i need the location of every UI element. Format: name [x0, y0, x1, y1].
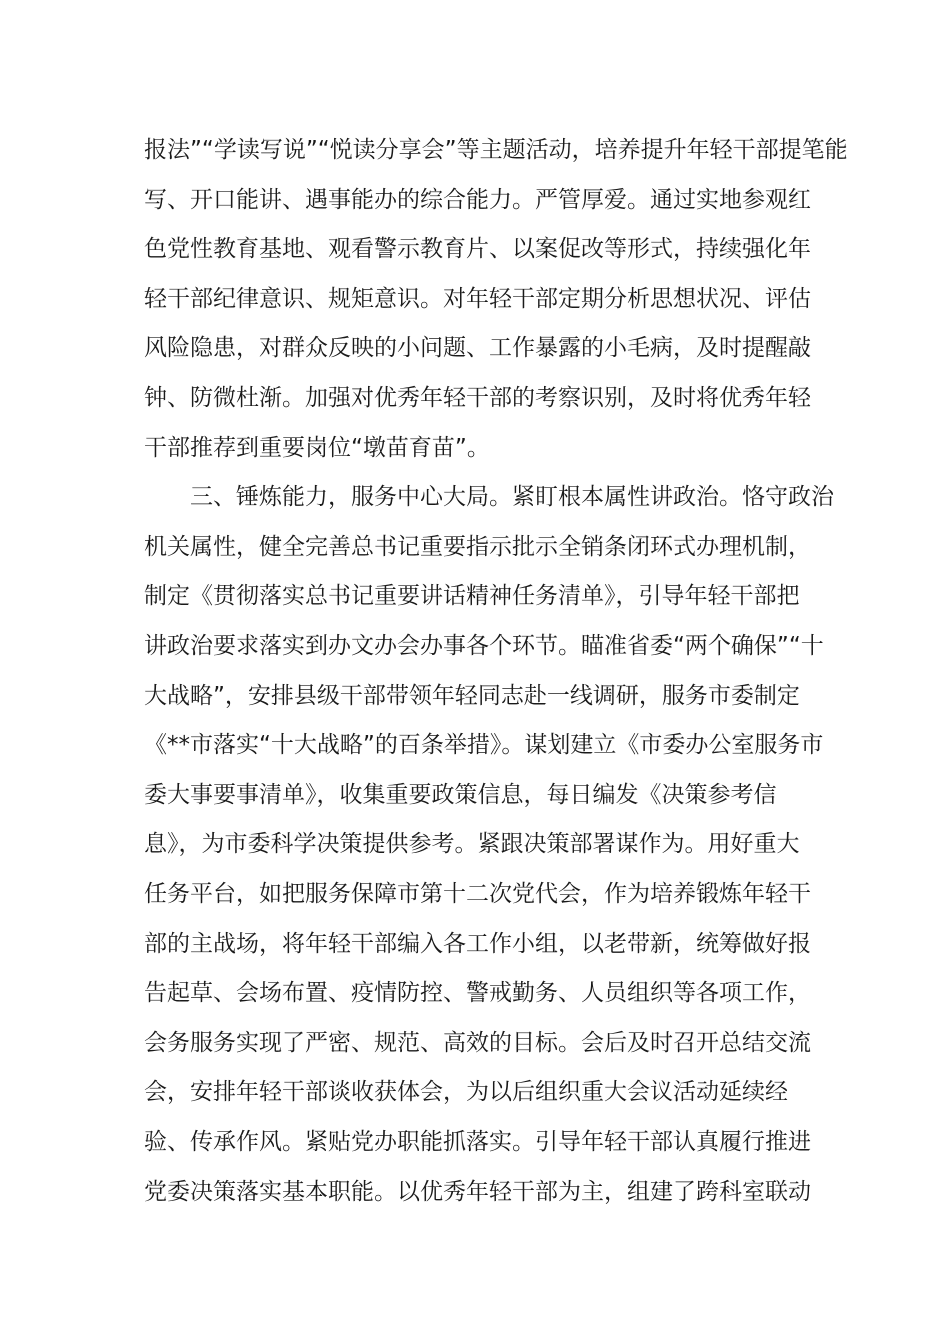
text-line: 报法”“学读写说”“悦读分享会”等主题活动，培养提升年轻干部提笔能 [144, 137, 848, 163]
text-line: 告起草、会场布置、疫情防控、警戒勤务、人员组织等各项工作， [144, 980, 811, 1006]
text-line: 会，安排年轻干部谈收获体会，为以后组织重大会议活动延续经 [144, 1079, 788, 1105]
text-line: 钟、防微杜渐。加强对优秀年轻干部的考察识别，及时将优秀年轻 [144, 385, 811, 411]
text-line: 验、传承作风。紧贴党办职能抓落实。引导年轻干部认真履行推进 [144, 1129, 811, 1155]
text-line: 风险隐患，对群众反映的小问题、工作暴露的小毛病，及时提醒敲 [144, 335, 811, 361]
text-line: 大战略”，安排县级干部带领年轻同志赴一线调研，服务市委制定 [144, 683, 800, 709]
text-line: 讲政治要求落实到办文办会办事各个环节。瞄准省委“两个确保”“十 [144, 633, 824, 659]
text-line: 制定《贯彻落实总书记重要讲话精神任务清单》，引导年轻干部把 [144, 583, 800, 609]
text-line: 轻干部纪律意识、规矩意识。对年轻干部定期分析思想状况、评估 [144, 286, 811, 312]
text-line: 色党性教育基地、观看警示教育片、以案促改等形式，持续强化年 [144, 236, 811, 262]
section-heading-line: 三、锤炼能力，服务中心大局。紧盯根本属性讲政治。恪守政治 [190, 484, 834, 510]
text-line: 写、开口能讲、遇事能办的综合能力。严管厚爱。通过实地参观红 [144, 187, 811, 213]
text-line: 任务平台，如把服务保障市第十二次党代会，作为培养锻炼年轻干 [144, 881, 811, 907]
text-line: 《**市落实“十大战略”的百条举措》。谋划建立《市委办公室服务市 [144, 732, 824, 758]
text-line: 机关属性，健全完善总书记重要指示批示全销条闭环式办理机制， [144, 534, 811, 560]
text-line: 党委决策落实基本职能。以优秀年轻干部为主，组建了跨科室联动 [144, 1179, 811, 1205]
text-line: 干部推荐到重要岗位“墩苗育苗”。 [144, 435, 490, 461]
text-line: 委大事要事清单》，收集重要政策信息，每日编发《决策参考信 [144, 782, 777, 808]
text-line: 部的主战场，将年轻干部编入各工作小组，以老带新，统筹做好报 [144, 931, 811, 957]
text-line: 息》，为市委科学决策提供参考。紧跟决策部署谋作为。用好重大 [144, 831, 800, 857]
text-line: 会务服务实现了严密、规范、高效的目标。会后及时召开总结交流 [144, 1030, 811, 1056]
